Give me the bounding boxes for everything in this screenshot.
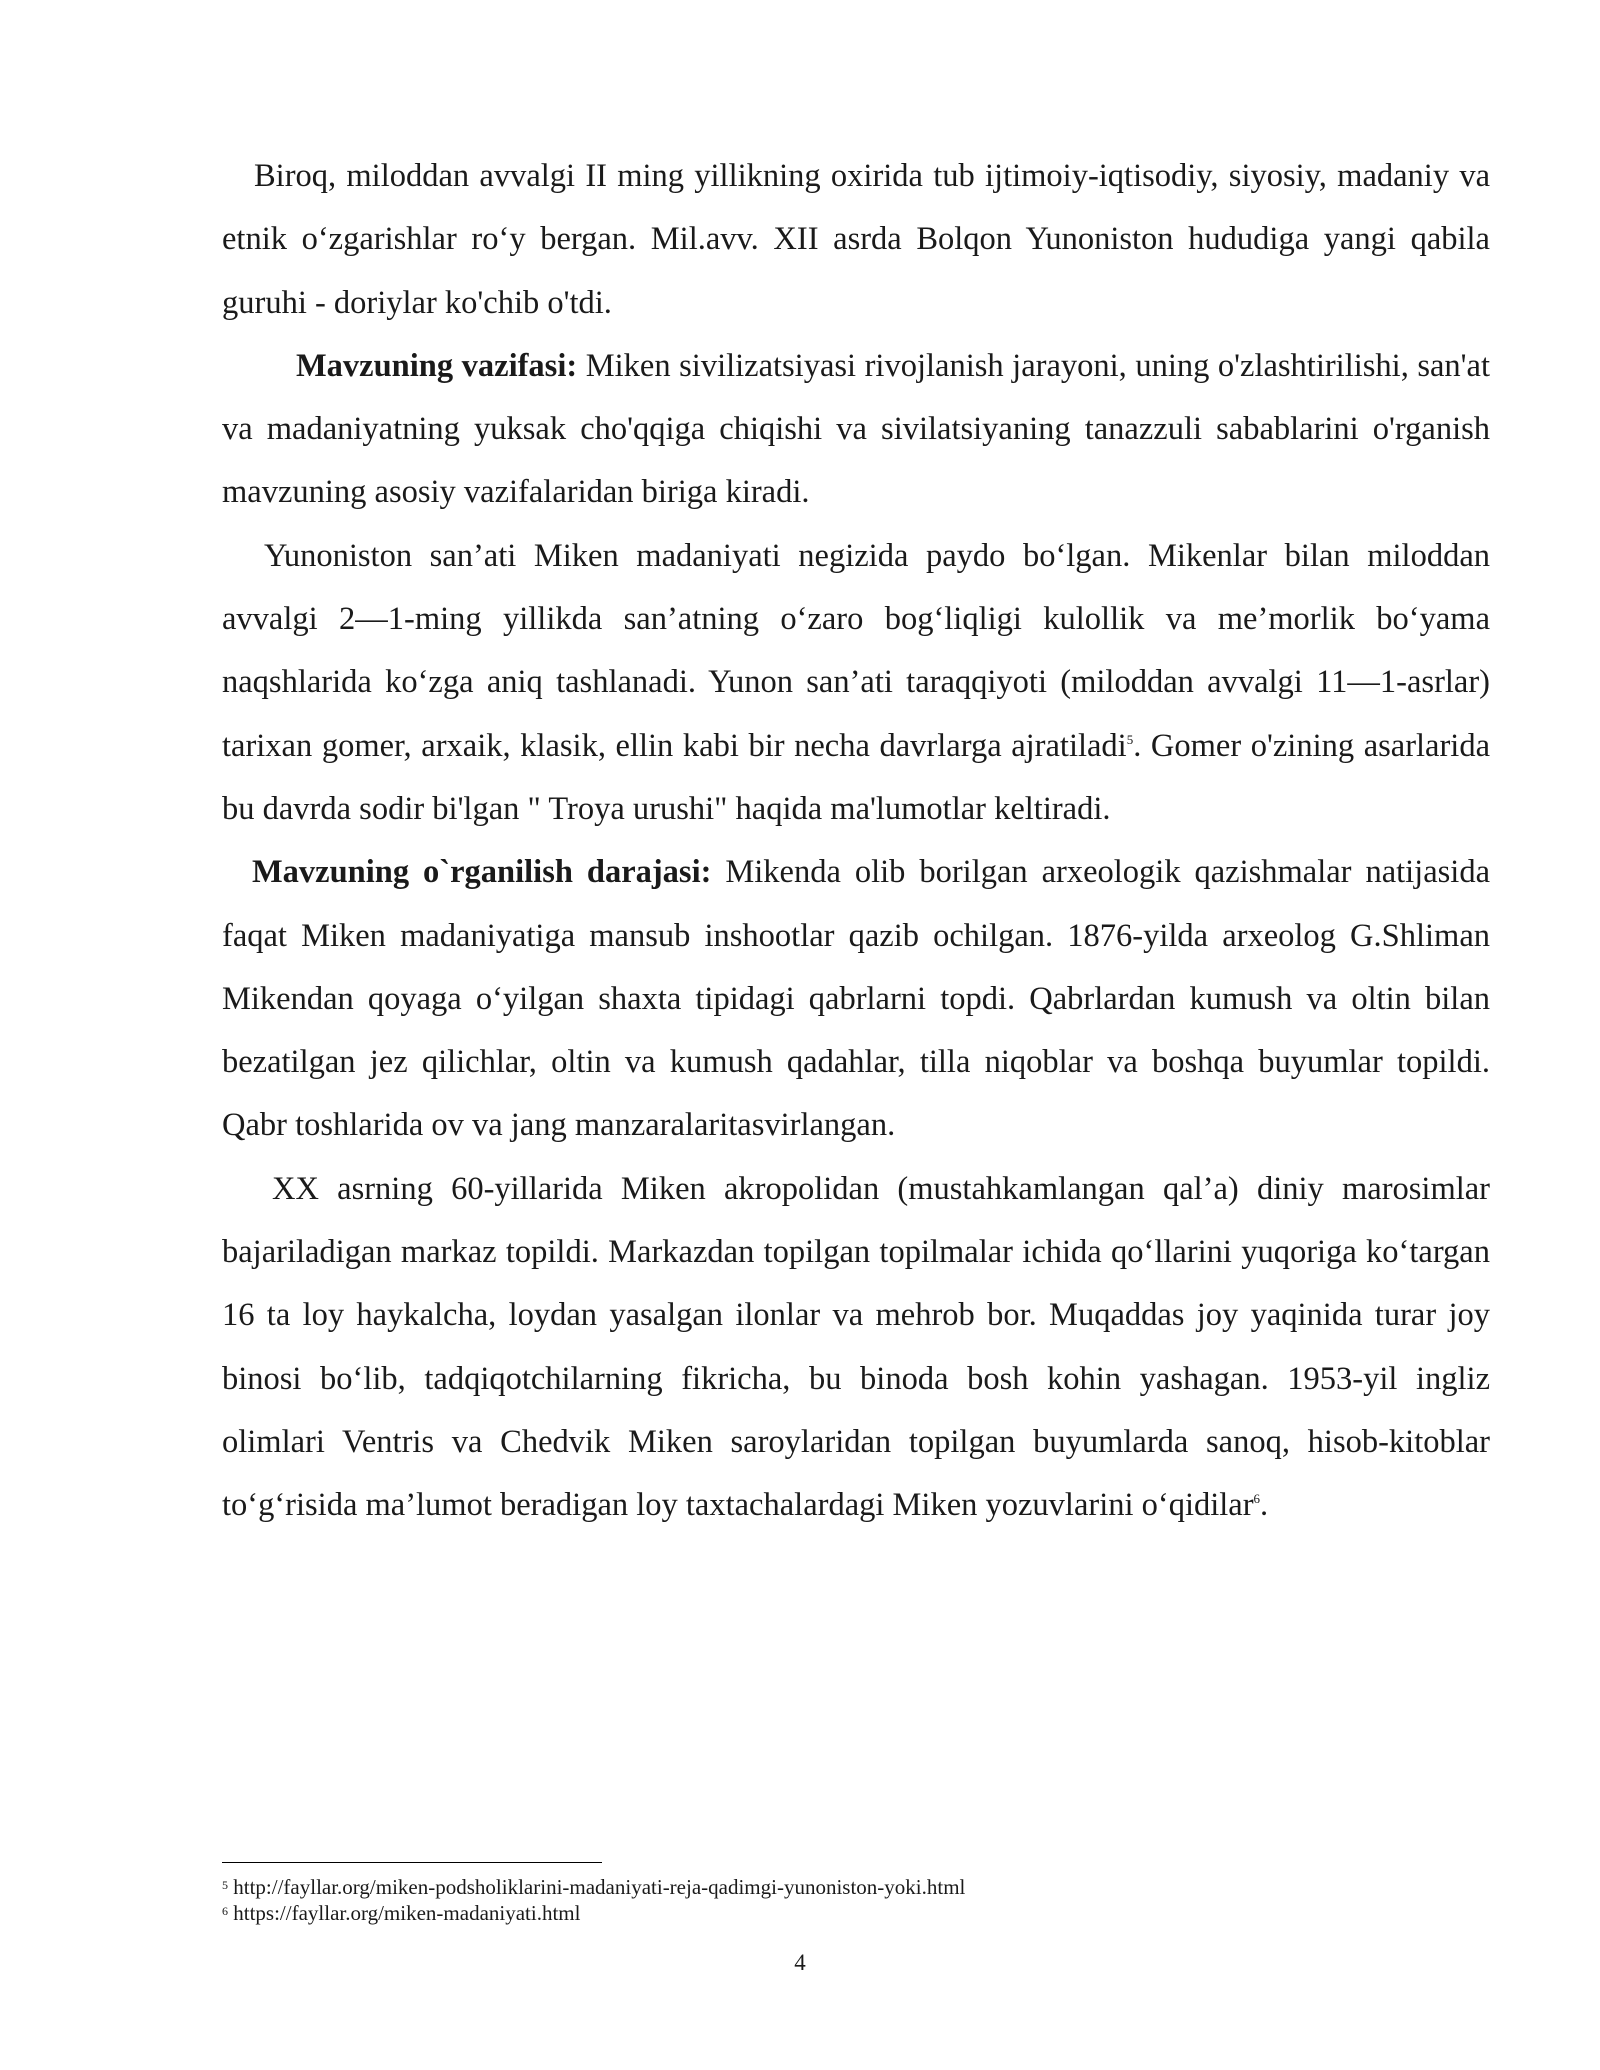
paragraph-5-text-a: XX asrning 60-yillarida Miken akropolidan (mustahkamlangan qal’a) diniy marosimlar bajariladigan markaz topildi. Markazdan topilgan topilmalar ichida qo‘llarini yuqoriga ko‘targan 16 ta loy haykalcha, loydan yasalgan ilonlar va mehrob bor. Muqaddas joy yaqinida turar joy binosi bo‘lib, tadqiqotchilarning fikricha, bu binoda bosh kohin yashagan. 1953-yil ingliz olimlari Ventris va Chedvik Miken saroylaridan topilgan buyumlarda sanoq, hisob-kitoblar to‘g‘risida ma’lumot beradigan loy taxtachalardagi Miken yozuvlarini o‘qidilar [222, 1170, 1490, 1524]
study-level-heading: Mavzuning o`rganilish darajasi: [252, 854, 712, 891]
paragraph-2 [222, 335, 1490, 525]
footnote-number: 6 [222, 1904, 228, 1918]
footnotes [222, 1874, 1490, 1926]
footnote-ref-5[interactable]: 5 [1126, 731, 1134, 747]
footnote-link[interactable]: https://fayllar.org/miken-madaniyati.html [233, 1901, 581, 1925]
paragraph-2-text: Miken sivilizatsiyasi rivojlanish jarayoni, uning o'zlashtirilishi, san'at va madaniyatning yuksak cho'qqiga chiqishi va sivilatsiyaning tanazzuli sabablarini o'rganish mavzuning asosiy vazifalaridan biriga kiradi. [222, 347, 1490, 511]
footnote-ref-6[interactable]: 6 [1253, 1491, 1261, 1507]
footnote-6 [222, 1900, 1490, 1926]
paragraph-3-text-a: Yunoniston san’ati Miken madaniyati negizida paydo bo‘lgan. Mikenlar bilan miloddan avvalgi 2—1-ming yillikda san’atning o‘zaro bog‘liqligi kulollik va me’morlik bo‘yama naqshlarida ko‘zga aniq tashlanadi. Yunon san’ati taraqqiyoti (miloddan avvalgi 11—1-asrlar) tarixan gomer, arxaik, klasik, ellin kabi bir necha davrlarga ajratiladi [222, 537, 1490, 764]
paragraph-3 [222, 525, 1490, 841]
paragraph-1-text: Biroq, miloddan avvalgi II ming yillikning oxirida tub ijtimoiy-iqtisodiy, siyosiy, madaniy va etnik o‘zgarishlar ro‘y bergan. Mil.avv. XII asrda Bolqon Yunoniston hududiga yangi qabila guruhi - doriylar ko'chib o'tdi. [222, 158, 1490, 321]
page-number: 4 [794, 1950, 806, 1975]
footnote-number: 5 [222, 1878, 228, 1892]
paragraph-5 [222, 1158, 1490, 1538]
footnote-link[interactable]: http://fayllar.org/miken-podsholiklarini-madaniyati-reja-qadimgi-yunoniston-yoki.html [233, 1875, 966, 1899]
task-heading: Mavzuning vazifasi: [296, 347, 578, 384]
body-text [222, 145, 1490, 1538]
paragraph-4 [222, 841, 1490, 1157]
paragraph-5-text-b: . [1260, 1487, 1269, 1524]
footnote-5 [222, 1874, 1490, 1900]
paragraph-4-text: Mikenda olib borilgan arxeologik qazishmalar natijasida faqat Miken madaniyatiga mansub inshootlar qazib ochilgan. 1876-yilda arxeolog G.Shliman Mikendan qoyaga o‘yilgan shaxta tipidagi qabrlarni topdi. Qabrlardan kumush va oltin bilan bezatilgan jez qilichlar, oltin va kumush qadahlar, tilla niqoblar va boshqa buyumlar topildi. Qabr toshlarida ov va jang manzaralaritasvirlangan. [222, 854, 1490, 1144]
paragraph-3-text-b: . Gomer o'zining asarlarida bu davrda sodir bi'lgan " Troya urushi" haqida ma'lumotlar keltiradi. [222, 727, 1491, 827]
footnote-separator [222, 1862, 602, 1863]
paragraph-1 [222, 145, 1490, 335]
